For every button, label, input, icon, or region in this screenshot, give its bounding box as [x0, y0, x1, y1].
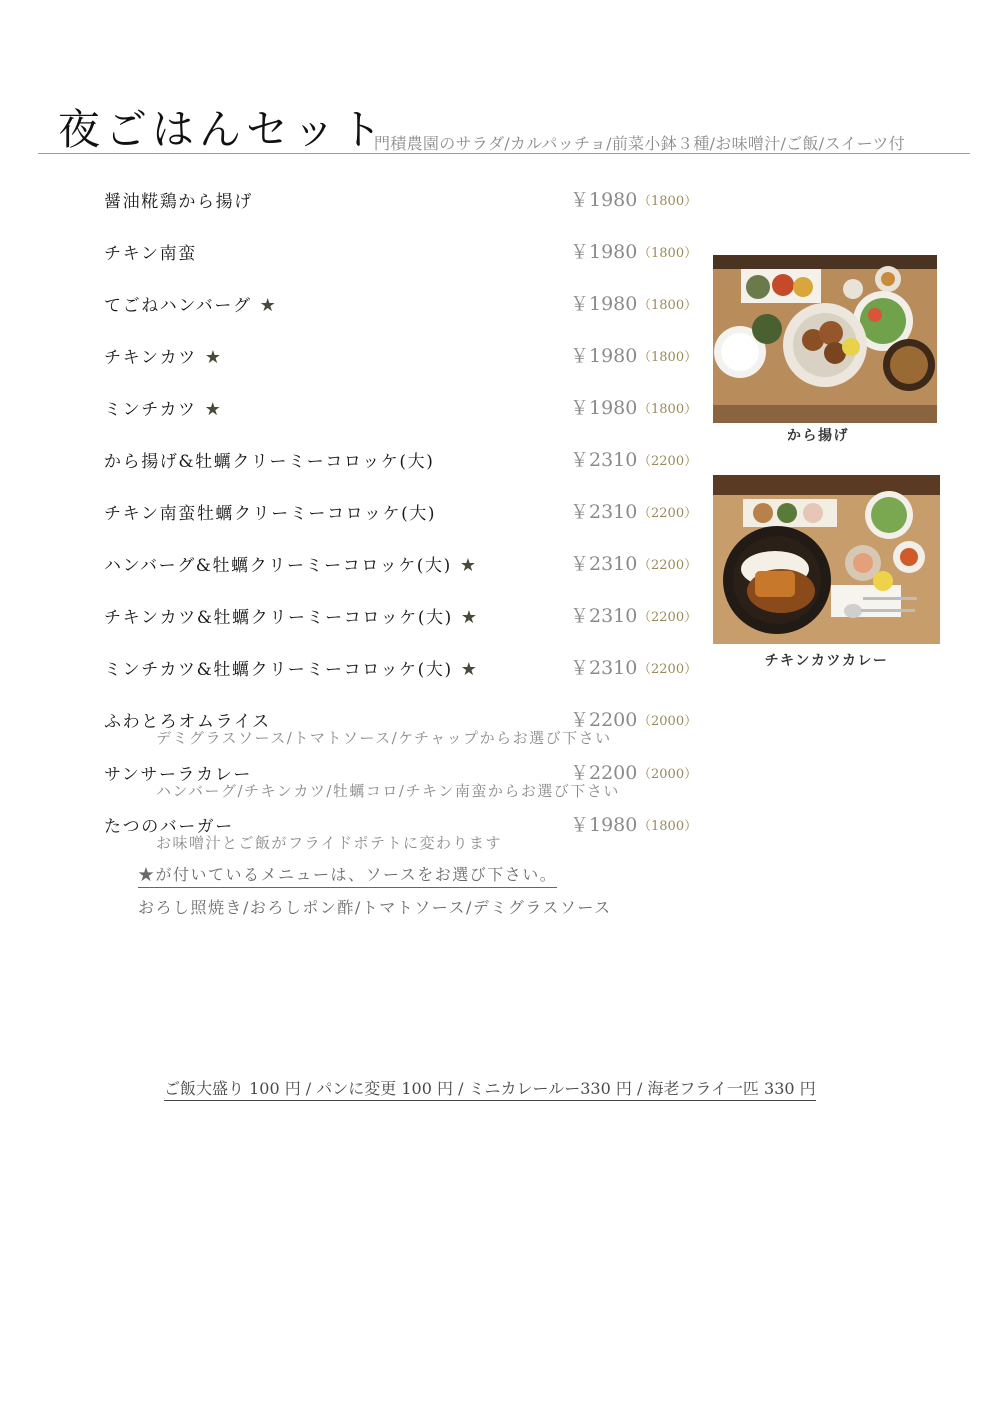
menu-item — [104, 187, 704, 217]
menu-item-name: チキンカツ&牡蠣クリーミーコロッケ(大) ★ — [104, 607, 478, 628]
photo-caption: から揚げ — [787, 428, 849, 444]
menu-item-note: デミグラスソース/トマトソース/ケチャップからお選び下さい — [156, 729, 612, 747]
katsu-curry-set-photo — [713, 475, 940, 644]
menu-item-price: ￥1980 — [570, 189, 638, 211]
menu-item-price: ￥2310 — [570, 501, 638, 523]
menu-item-name: チキンカツ ★ — [104, 347, 221, 368]
menu-item-name: から揚げ&牡蠣クリーミーコロッケ(大) — [104, 452, 435, 472]
menu-item — [104, 603, 704, 633]
star-icon: ★ — [460, 659, 477, 680]
star-icon: ★ — [460, 607, 478, 628]
menu-item-alt-price: （1800） — [638, 819, 698, 834]
menu-item — [104, 812, 704, 856]
menu-item-alt-price: （2200） — [638, 610, 698, 625]
menu-item — [104, 239, 704, 269]
menu-item-price: ￥2310 — [570, 449, 638, 471]
menu-item-name: てごねハンバーグ ★ — [104, 295, 276, 316]
karaage-set-photo — [713, 255, 937, 423]
menu-item — [104, 395, 704, 425]
menu-item — [104, 343, 704, 373]
menu-item-alt-price: （1800） — [638, 246, 698, 261]
title-divider — [38, 153, 970, 154]
photo-caption: チキンカツカレー — [764, 653, 889, 669]
menu-item-alt-price: （1800） — [638, 402, 698, 417]
menu-item — [104, 760, 704, 804]
menu-item-name: サンサーラカレー — [104, 765, 252, 785]
menu-item-alt-price: （2200） — [638, 506, 698, 521]
menu-item — [104, 707, 704, 751]
menu-item — [104, 551, 704, 581]
menu-item-name: ミンチカツ&牡蠣クリーミーコロッケ(大) ★ — [104, 659, 477, 680]
menu-item-note: お味噌汁とご飯がフライドポテトに変わります — [156, 834, 503, 852]
menu-item-price: ￥2200 — [570, 762, 638, 784]
menu-item-price: ￥1980 — [570, 345, 638, 367]
menu-item-name: チキン南蛮牡蠣クリーミーコロッケ(大) — [104, 504, 437, 524]
star-icon: ★ — [204, 399, 221, 420]
menu-item-alt-price: （1800） — [638, 194, 698, 209]
menu-item — [104, 655, 704, 685]
menu-item-name: ふわとろオムライス — [104, 712, 271, 732]
menu-item-price: ￥1980 — [570, 241, 638, 263]
star-explanation-note: ★が付いているメニューは、ソースをお選び下さい。 — [138, 862, 557, 888]
star-icon: ★ — [259, 295, 276, 316]
page-title: 夜ごはんセット — [58, 105, 388, 154]
extra-options-note: ご飯大盛り 100 円 / パンに変更 100 円 / ミニカレールー330 円 / 海老フライ一匹 330 円 — [164, 1076, 816, 1101]
menu-item-price: ￥2310 — [570, 553, 638, 575]
menu-item-price: ￥1980 — [570, 293, 638, 315]
menu-item — [104, 291, 704, 321]
menu-item-name: 醤油糀鶏から揚げ — [104, 192, 253, 212]
star-icon: ★ — [459, 555, 477, 576]
menu-item-price: ￥2310 — [570, 657, 638, 679]
menu-item-alt-price: （1800） — [638, 298, 698, 313]
star-icon: ★ — [204, 347, 221, 368]
sauce-options: おろし照焼き/おろしポン酢/トマトソース/デミグラスソース — [138, 898, 612, 917]
menu-item-alt-price: （2000） — [638, 767, 698, 782]
menu-item — [104, 447, 704, 477]
menu-item-note: ハンバーグ/チキンカツ/牡蠣コロ/チキン南蛮からお選び下さい — [156, 782, 620, 800]
menu-item-alt-price: （2000） — [638, 714, 698, 729]
menu-item-price: ￥2200 — [570, 709, 638, 731]
menu-item-price: ￥1980 — [570, 397, 638, 419]
page-subtitle: 門積農園のサラダ/カルパッチョ/前菜小鉢３種/お味噌汁/ご飯/スイーツ付 — [374, 134, 906, 153]
menu-item-name: ミンチカツ ★ — [104, 399, 221, 420]
menu-item — [104, 499, 704, 529]
menu-item-name: たつのバーガー — [104, 817, 234, 837]
menu-item-name: ハンバーグ&牡蠣クリーミーコロッケ(大) ★ — [104, 555, 477, 576]
menu-item-price: ￥1980 — [570, 814, 638, 836]
menu-item-alt-price: （2200） — [638, 558, 698, 573]
menu-item-alt-price: （2200） — [638, 662, 698, 677]
menu-item-price: ￥2310 — [570, 605, 638, 627]
menu-item-name: チキン南蛮 — [104, 244, 197, 264]
menu-item-alt-price: （1800） — [638, 350, 698, 365]
menu-item-alt-price: （2200） — [638, 454, 698, 469]
